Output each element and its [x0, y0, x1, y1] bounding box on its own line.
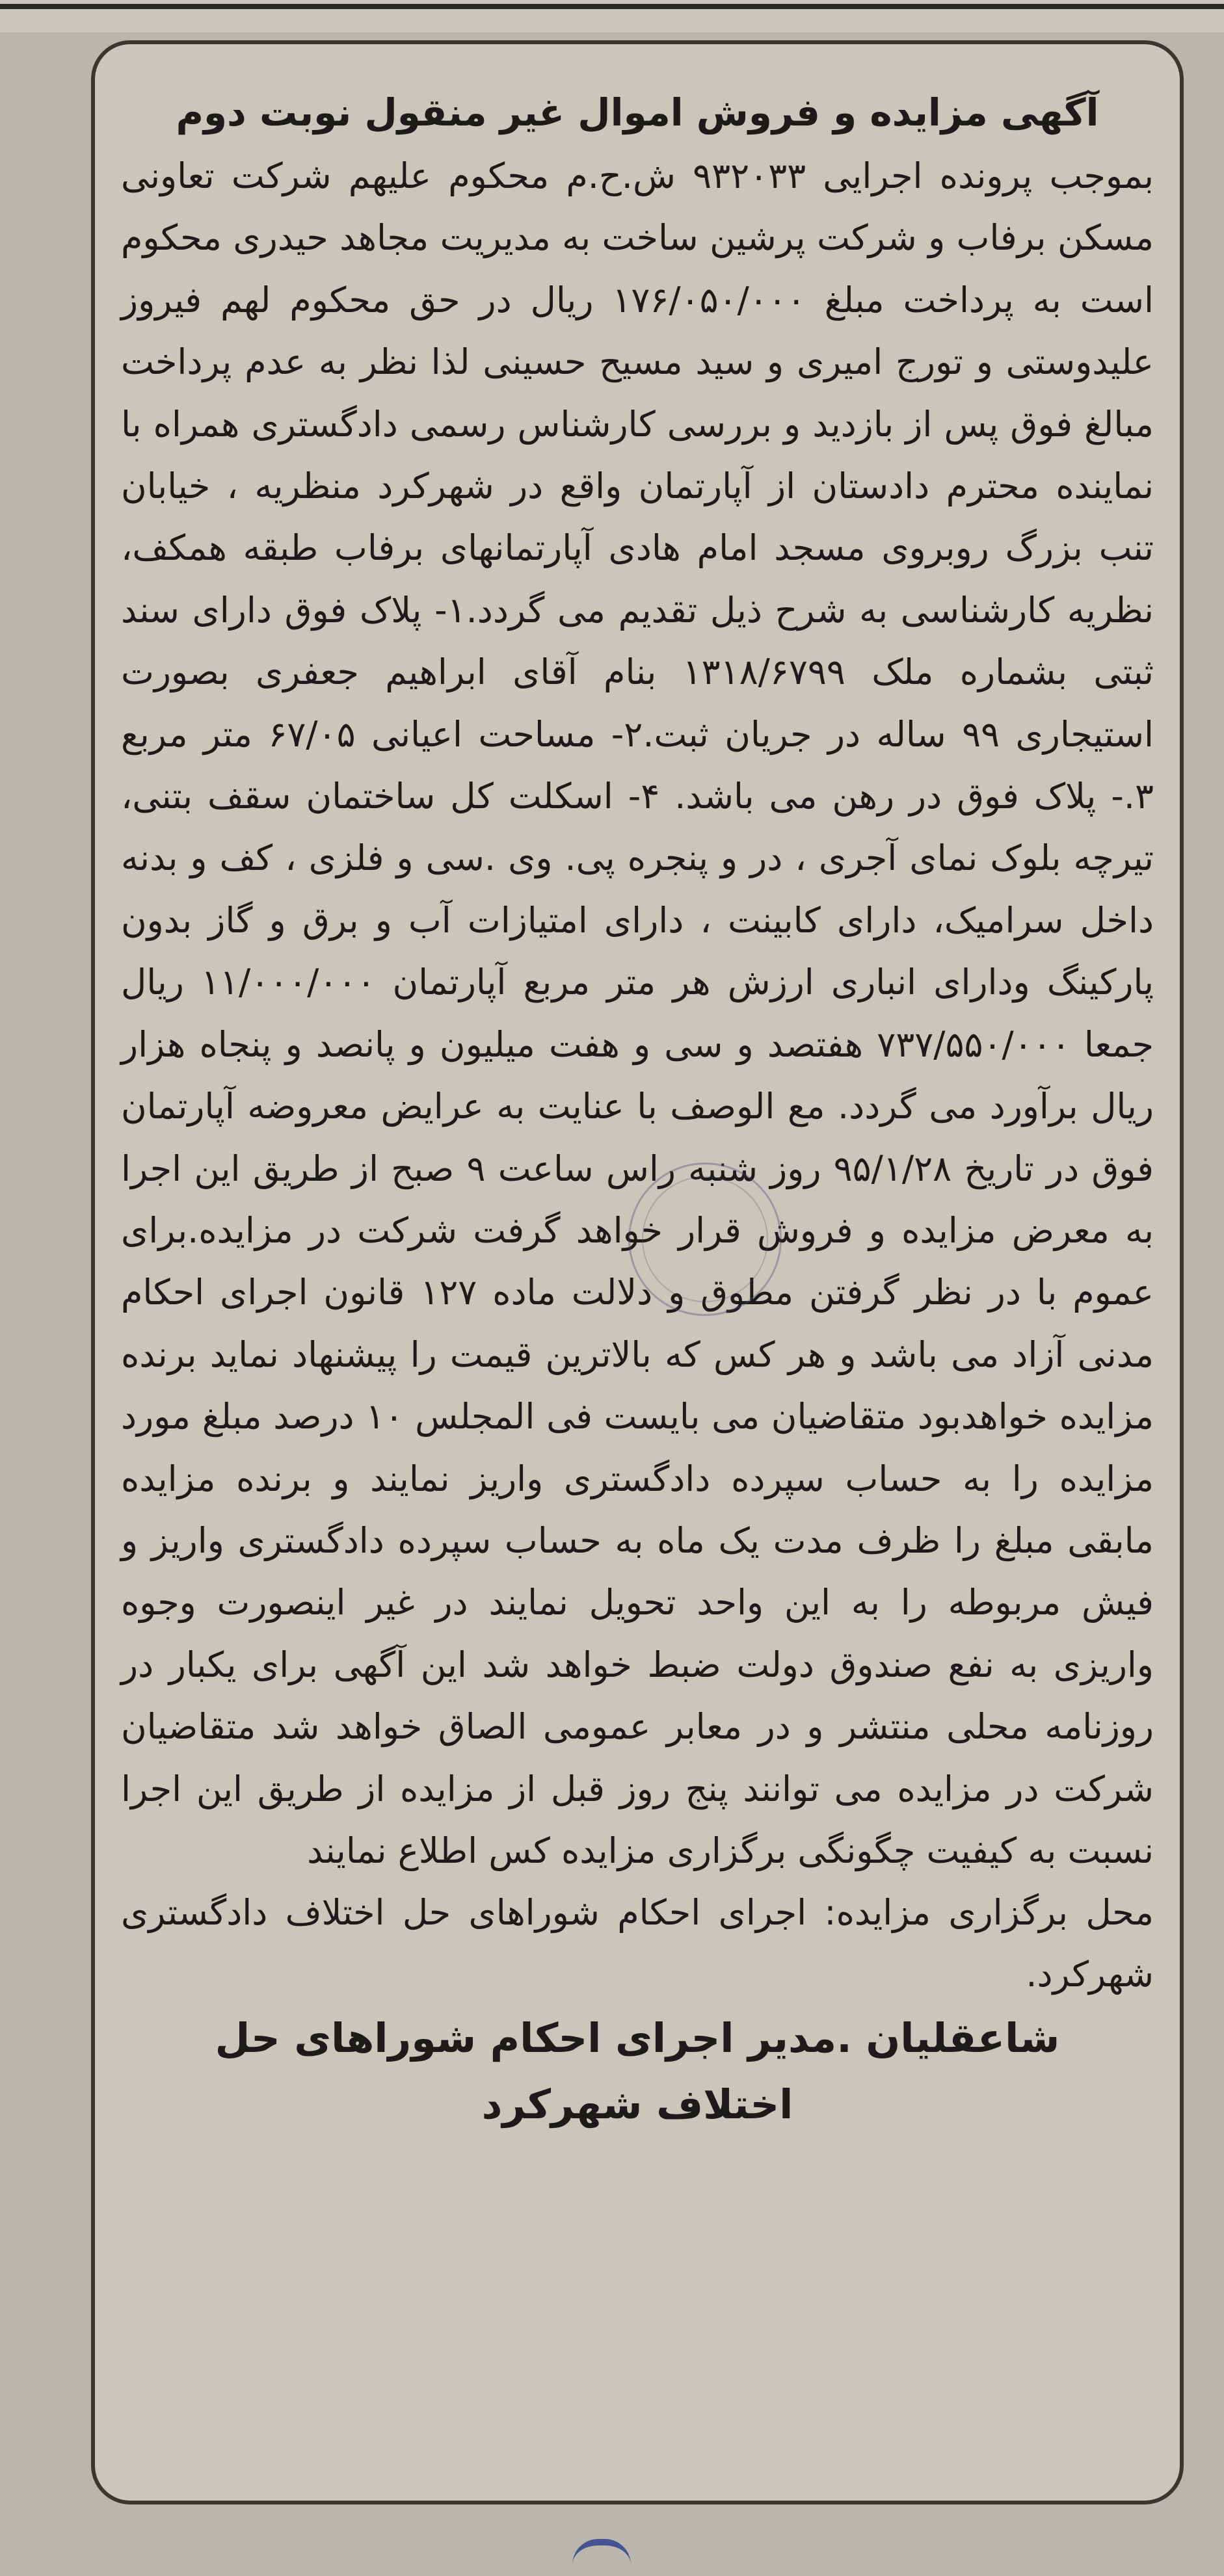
notice-title: آگهی مزایده و فروش اموال غیر منقول نوبت دوم: [176, 90, 1099, 135]
notice-body: بموجب پرونده اجرایی ۹۳۲۰۳۳ ش.ح.م محکوم علیهم شرکت تعاونی مسکن برفاب و شرکت پرشین ساخت به مدیریت مجاهد حیدری محکوم است به پرداخت مبلغ ۱۷۶/۰۵۰/۰۰۰ ریال در حق محکوم لهم فیروز علیدوستی و تورج امیری و سید مسیح حسینی لذا نظر به عدم پرداخت مبالغ فوق پس از بازدید و بررسی کارشناس رسمی دادگستری همراه با نماینده محترم دادستان از آپارتمان واقع در شهرکرد منظریه ، خیابان تنب بزرگ روبروی مسجد امام هادی آپارتمانهای برفاب طبقه همکف، نظریه کارشناسی به شرح ذیل تقدیم می گردد.۱- پلاک فوق دارای سند ثبتی بشماره ملک ۱۳۱۸/۶۷۹۹ بنام آقای ابراهیم جعفری بصورت استیجاری ۹۹ ساله در جریان ثبت.۲- مساحت اعیانی ۶۷/۰۵ متر مربع ۳.- پلاک فوق در رهن می باشد. ۴- اسکلت کل ساختمان سقف بتنی، تیرچه بلوک نمای آجری ، در و پنجره پی. وی .سی و فلزی ، کف و بدنه داخل سرامیک، دارای کابینت ، دارای امتیازات آب و برق و گاز بدون پارکینگ ودارای انباری ارزش هر متر مربع آپارتمان ۱۱/۰۰۰/۰۰۰ ریال جمعا ۷۳۷/۵۵۰/۰۰۰ هفتصد و سی و هفت میلیون و پانصد و پنجاه هزار ریال برآورد می گردد. مع الوصف با عنایت به عرایض معروضه آپارتمان فوق در تاریخ ۹۵/۱/۲۸ روز شنبه راس ساعت ۹ صبح از طریق این اجرا به معرض مزایده و فروش قرار خواهد گرفت شرکت در مزایده.برای عموم با در نظر گرفتن مطوق و دلالت ماده ۱۲۷ قانون اجرای احکام مدنی آزاد می باشد و هر کس که بالاترین قیمت را پیشنهاد نماید برنده مزایده خواهدبود متقاضیان می بایست فی المجلس ۱۰ درصد مبلغ مورد مزایده را به حساب سپرده دادگستری واریز نمایند و برنده مزایده مابقی مبلغ را ظرف مدت یک ماه به حساب سپرده دادگستری واریز و فیش مربوطه را به این واحد تحویل نمایند در غیر اینصورت وجوه واریزی به نفع صندوق دولت ضبط خواهد شد این آگهی برای یکبار در روزنامه محلی منتشر و در معابر عمومی الصاق خواهد شد متقاضیان شرکت در مزایده می توانند پنج روز قبل از مزایده از طریق این اجرا نسبت به کیفیت چگونگی برگزاری مزایده کس اطلاع نمایند: [121, 155, 1154, 1871]
next-item-fragment: [572, 2539, 631, 2571]
notice-content: [121, 80, 1154, 2138]
auction-notice-box: [91, 40, 1184, 2504]
notice-signature: شاعقلیان .مدیر اجرای احکام شوراهای حل اختلاف شهرکرد: [215, 2014, 1060, 2129]
auction-venue: محل برگزاری مزایده: اجرای احکام شوراهای حل اختلاف دادگستری شهرکرد.: [121, 1892, 1154, 1995]
top-divider-line: [0, 4, 1224, 9]
